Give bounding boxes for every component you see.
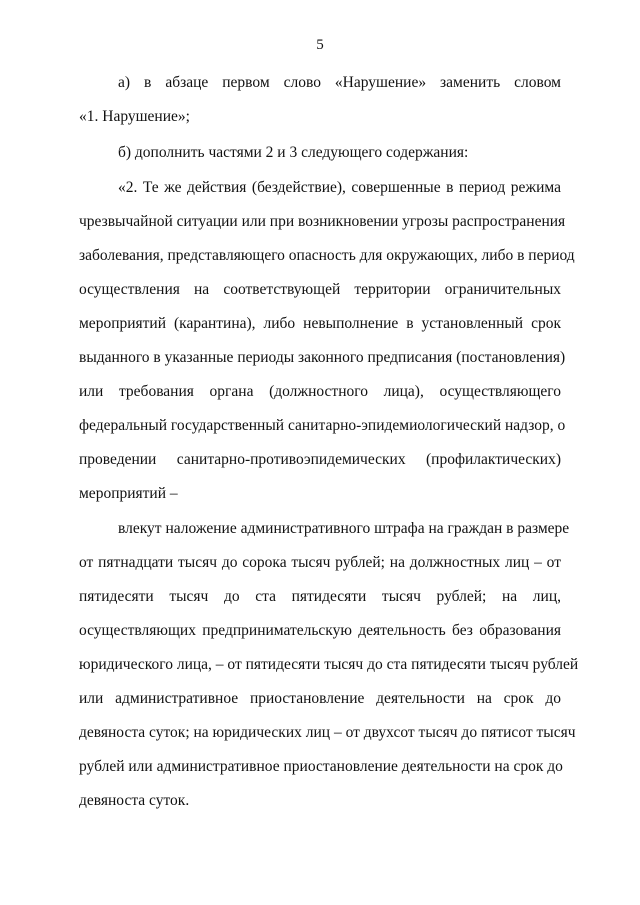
page-number: 5 xyxy=(316,37,324,53)
text-line-a: а) в абзаце первом слово «Нарушение» заменить словом xyxy=(118,74,561,91)
text-line: «1. Нарушение»; xyxy=(79,108,190,125)
text-line: девяноста суток; на юридических лиц – от двухсот тысяч до пятисот тысяч xyxy=(79,724,576,741)
text-line: заболевания, представляющего опасность для окружающих, либо в период xyxy=(79,247,575,264)
text-line: влекут наложение административного штрафа на граждан в размере xyxy=(118,520,570,537)
text-line: мероприятий (карантина), либо невыполнение в установленный срок xyxy=(79,315,561,332)
text-line: юридического лица, – от пятидесяти тысяч до ста пятидесяти тысяч рублей xyxy=(79,656,579,673)
text-line: осуществляющих предпринимательскую деятельность без образования xyxy=(79,622,561,639)
text-line: рублей или административное приостановление деятельности на срок до xyxy=(79,758,563,775)
text-line: осуществления на соответствующей территории ограничительных xyxy=(79,281,561,298)
text-line: или административное приостановление деятельности на срок до xyxy=(79,690,561,707)
text-line: или требования органа (должностного лица), осуществляющего xyxy=(79,383,561,400)
text-line: девяноста суток. xyxy=(79,792,190,809)
text-line: проведении санитарно-противоэпидемических (профилактических) xyxy=(79,451,561,468)
text-line: от пятнадцати тысяч до сорока тысяч рублей; на должностных лиц – от xyxy=(79,554,561,571)
text-line: мероприятий – xyxy=(79,485,178,502)
text-line: пятидесяти тысяч до ста пятидесяти тысяч рублей; на лиц, xyxy=(79,588,561,605)
text-line-b: б) дополнить частями 2 и 3 следующего содержания: xyxy=(118,144,469,161)
text-line: чрезвычайной ситуации или при возникновении угрозы распространения xyxy=(79,213,566,230)
text-line: выданного в указанные периоды законного предписания (постановления) xyxy=(79,349,566,366)
text-line: федеральный государственный санитарно-эпидемиологический надзор, о xyxy=(79,417,566,434)
text-line: «2. Те же действия (бездействие), совершенные в период режима xyxy=(118,179,561,196)
